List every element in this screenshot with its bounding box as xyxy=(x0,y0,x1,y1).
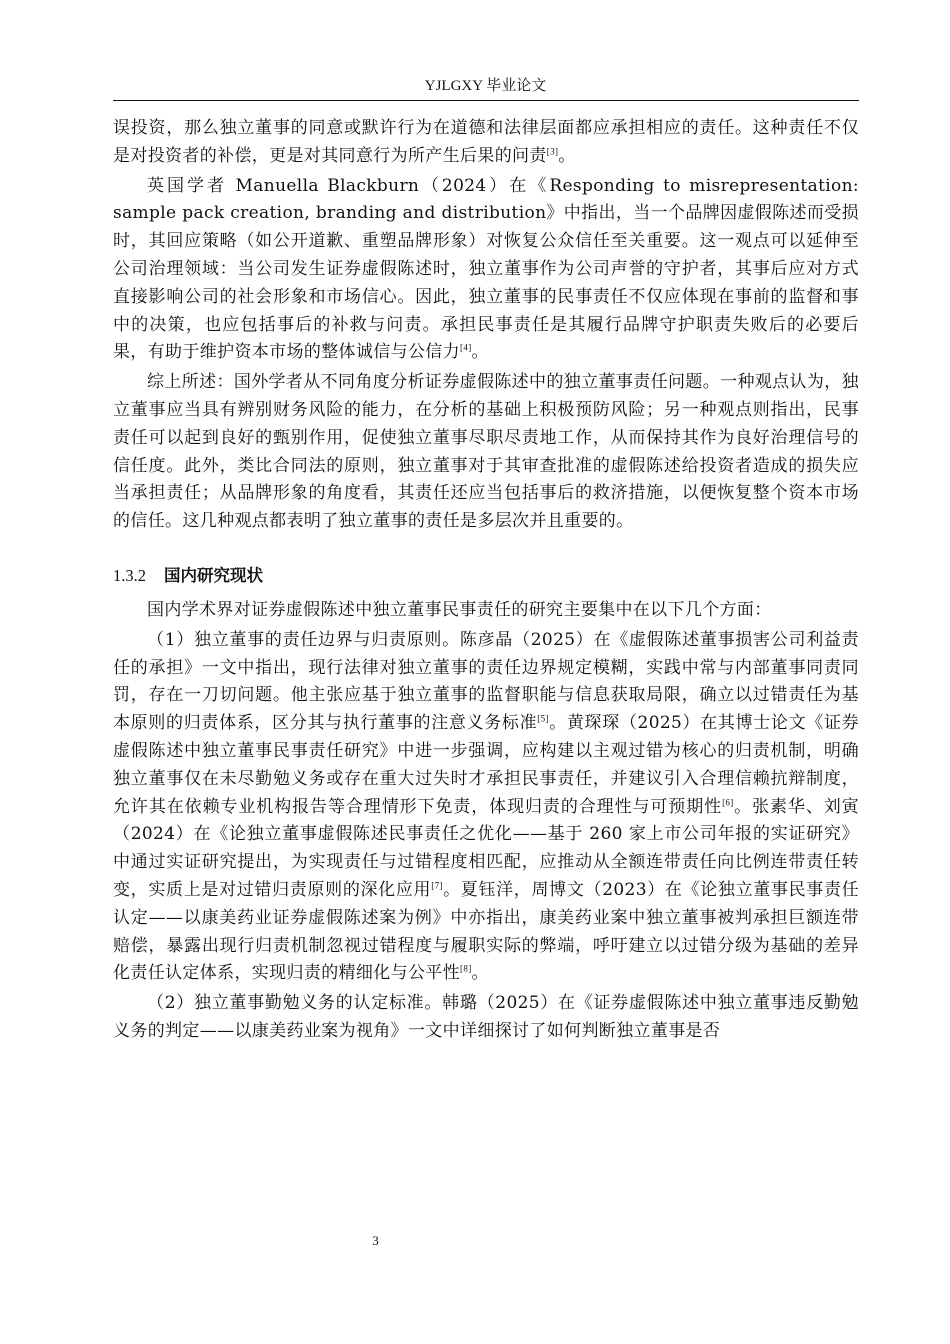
paragraph-summary: 综上所述：国外学者从不同角度分析证券虚假陈述中的独立董事责任问题。一种观点认为，独立董事应当具有辨别财务风险的能力，在分析的基础上积极预防风险；另一种观点则指出，民事责任可以起到良好的甄别作用，促使独立董事尽职尽责地工作，从而保持其作为良好治理信号的信任度。此外，类比合同法的原则，独立董事对于其审查批准的虚假陈述给投资者造成的损失应当承担责任；从品牌形象的角度看，其责任还应当包括事后的救济措施，以便恢复整个资本市场的信任。这几种观点都表明了独立董事的责任是多层次并且重要的。 xyxy=(113,372,859,532)
running-header: YJLGXY 毕业论文 xyxy=(424,78,547,94)
section-title: 国内研究现状 xyxy=(164,565,263,585)
citation-7: [7] xyxy=(431,880,443,891)
item1-text-b: 。黄琛琛（2025）在其博士论文《证券虚假陈述中独立董事民事责任研究》中进一步强调，应构建以主观过错为核心的归责机制，明确独立董事仅在未尽勤勉义务或存在重大过失时才承担民事责任，并建议引入合理信赖抗辩制度，允许其在依赖专业机构报告等合理情形下免责，体现归责的合理性与可预期性 xyxy=(113,713,859,817)
item1-text-c: 。张素华、刘寅（2024）在《论独立董事虚假陈述民事责任之优化——基于 260 家上市公司年报的实证研究》中通过实证研究提出，为实现责任与过错程度相匹配，应推动从全额连带责任向比例连带责任转变，实质上是对过错归责原则的深化应用 xyxy=(113,796,860,900)
paragraph-continuation xyxy=(113,115,859,171)
paragraph-item-2: （2）独立董事勤勉义务的认定标准。韩璐（2025）在《证券虚假陈述中独立董事违反勤勉义务的判定——以康美药业案为视角》一文中详细探讨了如何判断独立董事是否 xyxy=(113,993,859,1041)
section-number: 1.3.2 xyxy=(113,565,146,585)
citation-3: [3] xyxy=(546,146,559,157)
citation-5: [5] xyxy=(537,713,549,724)
citation-8: [8] xyxy=(460,963,472,974)
item1-text-e: 。 xyxy=(471,963,489,984)
header-rule xyxy=(113,100,859,101)
paragraph-tail: 。 xyxy=(558,145,576,166)
item1-text-d: 。夏钰洋，周博文（2023）在《论独立董事民事责任认定——以康美药业证券虚假陈述案为例》中亦指出，康美药业案中独立董事被判承担巨额连带赔偿，暴露出现行归责机制忽视过错程度与履职实际的弊端，呼吁建立以过错分级为基础的差异化责任认定体系，实现归责的精细化与公平性 xyxy=(113,879,859,984)
body-text xyxy=(113,115,859,1046)
paragraph-item-1 xyxy=(113,627,859,988)
paragraph-tail: 。 xyxy=(471,342,489,363)
paragraph-blackburn xyxy=(113,173,859,368)
paragraph-text: 误投资，那么独立董事的同意或默许行为在道德和法律层面都应承担相应的责任。这种责任不仅是对投资者的补偿，更是对其同意行为所产生后果的问责 xyxy=(113,118,859,166)
section-heading xyxy=(113,562,859,589)
item1-text-a: （1）独立董事的责任边界与归责原则。陈彦晶（2025）在《虚假陈述董事损害公司利益责任的承担》一文中指出，现行法律对独立董事的责任边界规定模糊，实践中常与内部董事同责同罚，存在一刀切问题。他主张应基于独立董事的监督职能与信息获取局限，确立以过错责任为基本原则的归责体系，区分其与执行董事的注意义务标准 xyxy=(113,629,859,734)
citation-6: [6] xyxy=(722,796,734,807)
paragraph-domestic-intro: 国内学术界对证券虚假陈述中独立董事民事责任的研究主要集中在以下几个方面： xyxy=(147,599,772,620)
citation-4: [4] xyxy=(460,342,472,353)
page-number: 3 xyxy=(372,1233,379,1248)
paragraph-text: 英国学者 Manuella Blackburn（2024）在《Responding to misrepresentation: sample pack creation, branding and distribution》中指出，当一个品牌因虚假陈述而受损时，其回应策略（如公开道歉、重塑品牌形象）对恢复公众信任至关重要。这一观点可以延伸至公司治理领域：当公司发生证券虚假陈述时，独立董事作为公司声誉的守护者，其事后应对方式直接影响公司的社会形象和市场信心。因此，独立董事的民事责任不仅应体现在事前的监督和事中的决策，也应包括事后的补救与问责。承担民事责任是其履行品牌守护职责失败后的必要后果，有助于维护资本市场的整体诚信与公信力 xyxy=(113,175,859,363)
